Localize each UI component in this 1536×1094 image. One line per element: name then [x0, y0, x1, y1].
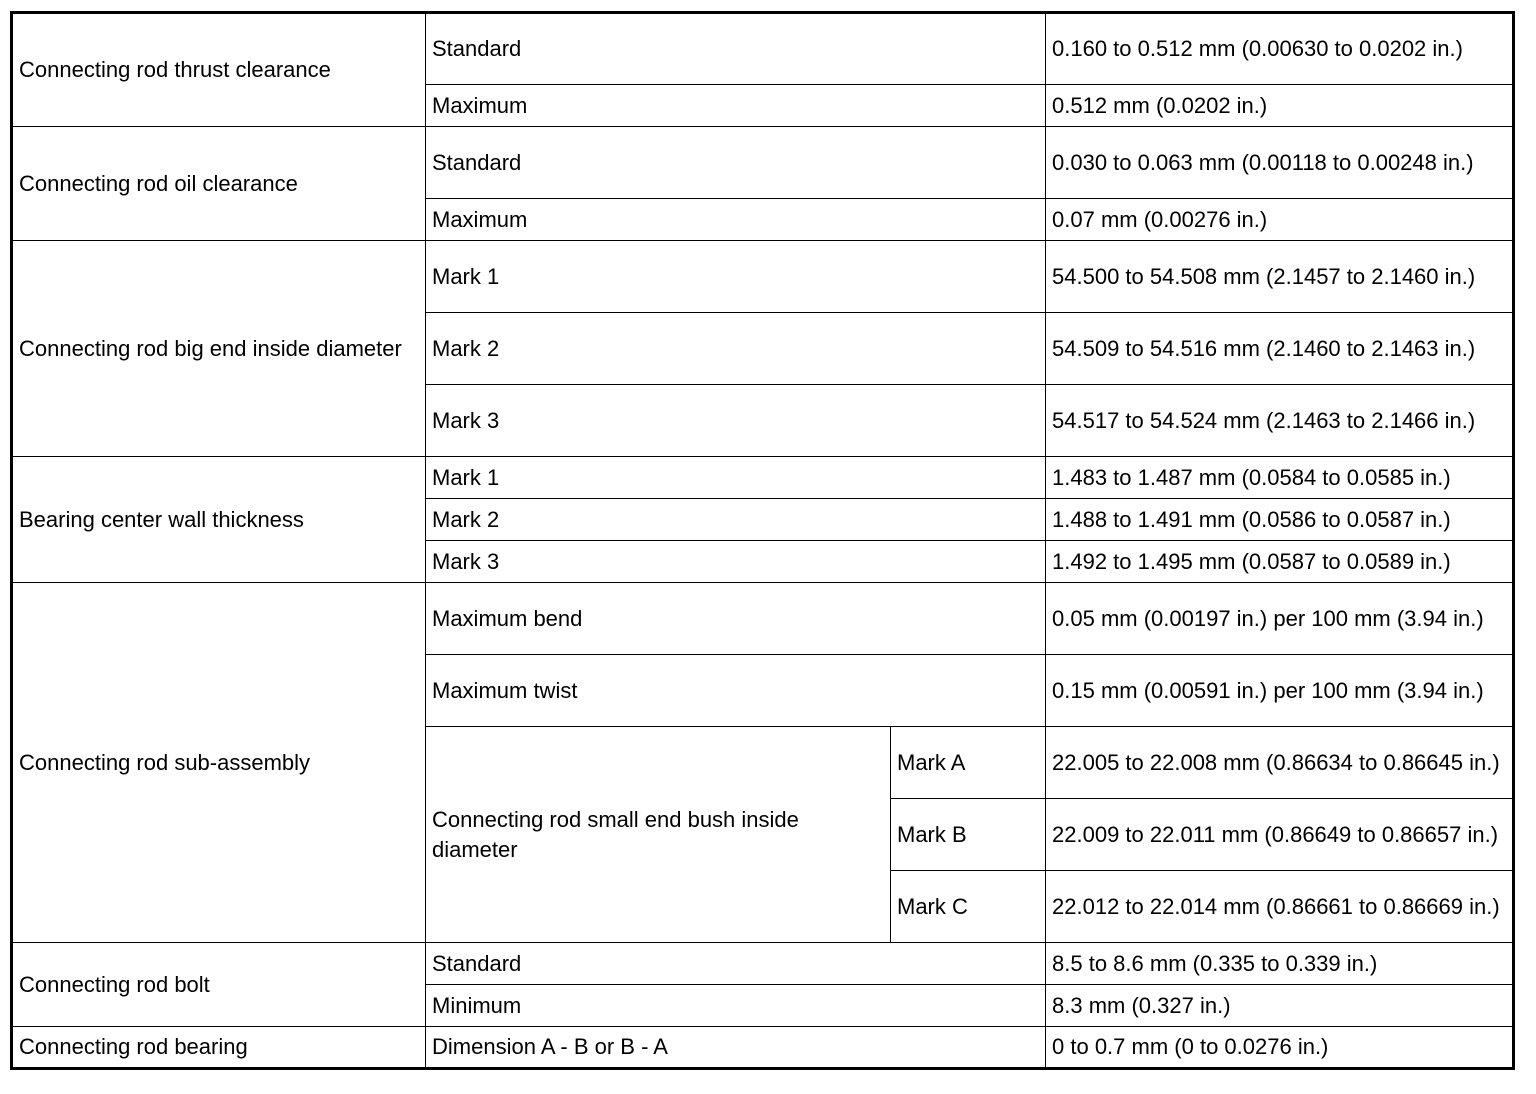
- condition-standard: Standard: [426, 943, 1046, 985]
- condition-mark-1: Mark 1: [426, 241, 1046, 313]
- value-cell: 0.05 mm (0.00197 in.) per 100 mm (3.94 in.): [1046, 583, 1514, 655]
- condition-mark-3: Mark 3: [426, 385, 1046, 457]
- value-cell: 0.160 to 0.512 mm (0.00630 to 0.0202 in.): [1046, 13, 1514, 85]
- value-cell: 1.488 to 1.491 mm (0.0586 to 0.0587 in.): [1046, 499, 1514, 541]
- table-row: [12, 457, 1514, 499]
- condition-maximum-twist: Maximum twist: [426, 655, 1046, 727]
- condition-maximum: Maximum: [426, 199, 1046, 241]
- item-big-end-diameter: Connecting rod big end inside diameter: [12, 241, 426, 457]
- condition-standard: Standard: [426, 127, 1046, 199]
- item-bolt: Connecting rod bolt: [12, 943, 426, 1027]
- item-oil-clearance: Connecting rod oil clearance: [12, 127, 426, 241]
- table-row: [12, 943, 1514, 985]
- table-row: [12, 241, 1514, 313]
- table-row: [12, 1027, 1514, 1069]
- condition-minimum: Minimum: [426, 985, 1046, 1027]
- table-row: [12, 583, 1514, 655]
- value-cell: 8.5 to 8.6 mm (0.335 to 0.339 in.): [1046, 943, 1514, 985]
- value-cell: 0.15 mm (0.00591 in.) per 100 mm (3.94 in.): [1046, 655, 1514, 727]
- value-cell: 54.500 to 54.508 mm (2.1457 to 2.1460 in.): [1046, 241, 1514, 313]
- mark-c-label: Mark C: [891, 871, 1046, 943]
- value-cell: 22.005 to 22.008 mm (0.86634 to 0.86645 in.): [1046, 727, 1514, 799]
- item-bearing-wall-thickness: Bearing center wall thickness: [12, 457, 426, 583]
- item-sub-assembly: Connecting rod sub-assembly: [12, 583, 426, 943]
- condition-maximum: Maximum: [426, 85, 1046, 127]
- mark-a-label: Mark A: [891, 727, 1046, 799]
- table-row: [12, 127, 1514, 199]
- value-cell: 54.509 to 54.516 mm (2.1460 to 2.1463 in.): [1046, 313, 1514, 385]
- value-cell: 8.3 mm (0.327 in.): [1046, 985, 1514, 1027]
- condition-mark-2: Mark 2: [426, 313, 1046, 385]
- item-bearing: Connecting rod bearing: [12, 1027, 426, 1069]
- condition-maximum-bend: Maximum bend: [426, 583, 1046, 655]
- condition-small-end-bush: Connecting rod small end bush inside diameter: [426, 727, 891, 943]
- condition-standard: Standard: [426, 13, 1046, 85]
- value-cell: 22.012 to 22.014 mm (0.86661 to 0.86669 in.): [1046, 871, 1514, 943]
- value-cell: 0.512 mm (0.0202 in.): [1046, 85, 1514, 127]
- value-cell: 0.030 to 0.063 mm (0.00118 to 0.00248 in.): [1046, 127, 1514, 199]
- condition-mark-3: Mark 3: [426, 541, 1046, 583]
- connecting-rod-spec-table: [10, 11, 1515, 1070]
- condition-dimension: Dimension A - B or B - A: [426, 1027, 1046, 1069]
- table-row: [12, 13, 1514, 85]
- value-cell: 0 to 0.7 mm (0 to 0.0276 in.): [1046, 1027, 1514, 1069]
- condition-mark-2: Mark 2: [426, 499, 1046, 541]
- condition-mark-1: Mark 1: [426, 457, 1046, 499]
- value-cell: 22.009 to 22.011 mm (0.86649 to 0.86657 in.): [1046, 799, 1514, 871]
- value-cell: 54.517 to 54.524 mm (2.1463 to 2.1466 in.): [1046, 385, 1514, 457]
- value-cell: 0.07 mm (0.00276 in.): [1046, 199, 1514, 241]
- item-thrust-clearance: Connecting rod thrust clearance: [12, 13, 426, 127]
- mark-b-label: Mark B: [891, 799, 1046, 871]
- value-cell: 1.492 to 1.495 mm (0.0587 to 0.0589 in.): [1046, 541, 1514, 583]
- value-cell: 1.483 to 1.487 mm (0.0584 to 0.0585 in.): [1046, 457, 1514, 499]
